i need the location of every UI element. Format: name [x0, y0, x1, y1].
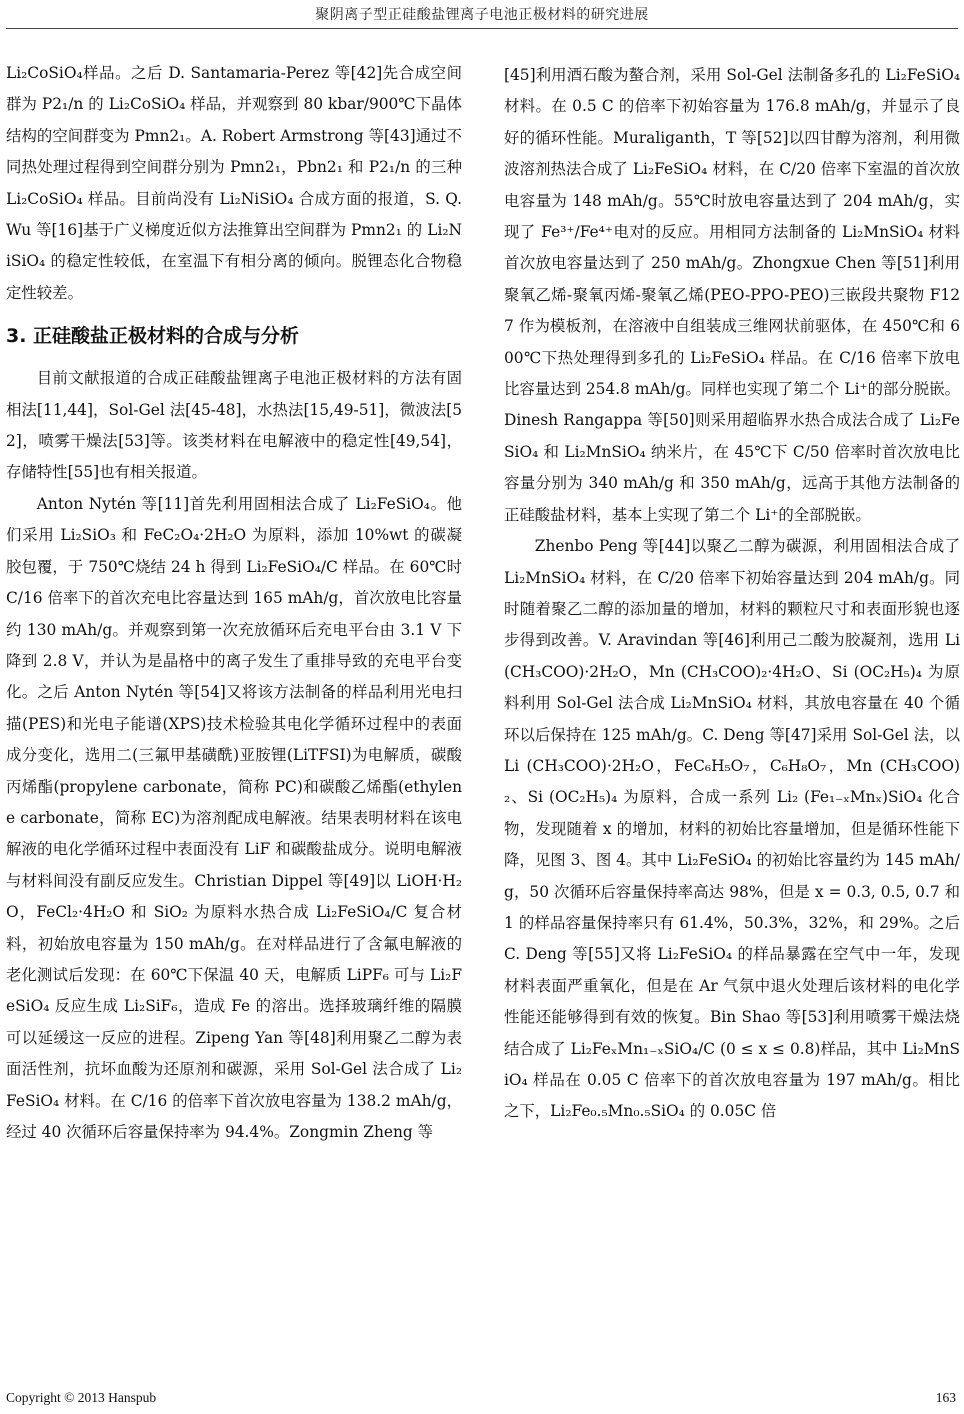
- running-head: 聚阴离子型正硅酸盐锂离子电池正极材料的研究进展: [315, 7, 649, 23]
- left-column: [6, 58, 462, 1148]
- paragraph-zheng-continued: [45]利用酒石酸为螯合剂，采用 Sol-Gel 法制备多孔的 Li₂FeSiO₄ 材料。在 0.5 C 的倍率下初始容量为 176.8 mAh/g，并显示了良好的循环性能。Muraliganth，T 等[52]以四甘醇为溶剂，利用微波溶剂热法合成了 Li₂FeSiO₄ 材料，在 C/20 倍率下室温的首次放电容量为 148 mAh/g。55℃时放电容量达到了 204 mAh/g，实现了 Fe³⁺/Fe⁴⁺电对的反应。用相同方法制备的 Li₂MnSiO₄ 材料首次放电容量达到了 250 mAh/g。Zhongxue Chen 等[51]利用聚氧乙烯-聚氧丙烯-聚氧乙烯(PEO-PPO-PEO)三嵌段共聚物 F127 作为模板剂，在溶液中自组装成三维网状前驱体，在 450℃和 600℃下热处理得到多孔的 Li₂FeSiO₄ 样品。在 C/16 倍率下放电比容量达到 254.8 mAh/g。同样也实现了第二个 Li⁺的部分脱嵌。Dinesh Rangappa 等[50]则采用超临界水热合成法合成了 Li₂FeSiO₄ 和 Li₂MnSiO₄ 纳米片，在 45℃下 C/50 倍率时首次放电比容量分别为 340 mAh/g 和 350 mAh/g，远高于其他方法制备的正硅酸盐材料，基本上实现了第二个 Li⁺的全部脱嵌。: [504, 66, 960, 524]
- header-rule: [6, 28, 958, 29]
- footer-page-number: 163: [935, 1390, 956, 1405]
- section-heading: 3. 正硅酸盐正极材料的合成与分析: [6, 325, 300, 348]
- paragraph-peng: Zhenbo Peng 等[44]以聚乙二醇为碳源，利用固相法合成了 Li₂MnSiO₄ 材料，在 C/20 倍率下初始容量达到 204 mAh/g。同时随着聚乙二醇的添加量的增加，材料的颗粒尺寸和表面形貌也逐步得到改善。V. Aravindan 等[46]利用己二酸为胶凝剂，选用 Li (CH₃COO)·2H₂O，Mn (CH₃COO)₂·4H₂O、Si (OC₂H₅)₄ 为原料利用 Sol-Gel 法合成 Li₂MnSiO₄ 材料，其放电容量在 40 个循环以后保持在 125 mAh/g。C. Deng 等[47]采用 Sol-Gel 法，以 Li (CH₃COO)·2H₂O，FeC₆H₅O₇，C₆H₈O₇，Mn (CH₃COO)₂、Si (OC₂H₅)₄ 为原料，合成一系列 Li₂ (Fe₁₋ₓMnₓ)SiO₄ 化合物，发现随着 x 的增加，材料的初始比容量增加，但是循环性能下降，见图 3、图 4。其中 Li₂FeSiO₄ 的初始比容量约为 145 mAh/g，50 次循环后容量保持率高达 98%，但是 x = 0.3, 0.5, 0.7 和 1 的样品容量保持率只有 61.4%，50.3%，32%，和 29%。之后 C. Deng 等[55]又将 Li₂FeSiO₄ 的样品暴露在空气中一年，发现材料表面严重氧化，但是在 Ar 气氛中退火处理后该材料的电化学性能还能够得到有效的恢复。Bin Shao 等[53]利用喷雾干燥法烧结合成了 Li₂FeₓMn₁₋ₓSiO₄/C (0 ≤ x ≤ 0.8)样品，其中 Li₂MnSiO₄ 样品在 0.05 C 倍率下的首次放电容量为 197 mAh/g。相比之下，Li₂Fe₀.₅Mn₀.₅SiO₄ 的 0.05C 倍: [504, 537, 960, 1121]
- paragraph-li2cosio4: Li₂CoSiO₄样品。之后 D. Santamaria-Perez 等[42]先合成空间群为 P2₁/n 的 Li₂CoSiO₄ 样品，并观察到 80 kbar/900℃下晶体结构的空间群变为 Pmn2₁。A. Robert Armstrong 等[43]通过不同热处理过程得到空间群分别为 Pmn2₁，Pbn2₁ 和 P2₁/n 的三种 Li₂CoSiO₄ 样品。目前尚没有 Li₂NiSiO₄ 合成方面的报道，S. Q. Wu 等[16]基于广义梯度近似方法推算出空间群为 Pmn2₁ 的 Li₂NiSiO₄ 的稳定性较低，在室温下有相分离的倾向。脱锂态化合物稳定性较差。: [6, 64, 462, 302]
- footer-copyright: Copyright © 2013 Hanspub: [6, 1390, 157, 1405]
- paragraph-methods-overview: 目前文献报道的合成正硅酸盐锂离子电池正极材料的方法有固相法[11,44]，Sol-Gel 法[45-48]，水热法[15,49-51]，微波法[52]，喷雾干燥法[53]等。该类材料在电解液中的稳定性[49,54]，存储特性[55]也有相关报道。: [6, 369, 462, 482]
- right-column: [504, 60, 960, 1128]
- paragraph-nyten: Anton Nytén 等[11]首先利用固相法合成了 Li₂FeSiO₄。他们采用 Li₂SiO₃ 和 FeC₂O₄·2H₂O 为原料，添加 10%wt 的碳凝胶包覆，于 750℃烧结 24 h 得到 Li₂FeSiO₄/C 样品。在 60℃时 C/16 倍率下的首次充电比容量达到 165 mAh/g，首次放电比容量约 130 mAh/g。并观察到第一次充放循环后充电平台由 3.1 V 下降到 2.8 V，并认为是晶格中的离子发生了重排导致的充电平台变化。之后 Anton Nytén 等[54]又将该方法制备的样品利用光电扫描(PES)和光电子能谱(XPS)技术检验其电化学循环过程中的表面成分变化，选用二(三氟甲基磺酰)亚胺锂(LiTFSI)为电解质，碳酸丙烯酯(propylene carbonate，简称 PC)和碳酸乙烯酯(ethylene carbonate，简称 EC)为溶剂配成电解液。结果表明材料在该电解液的电化学循环过程中表面没有 LiF 和碳酸盐成分。说明电解液与材料间没有副反应发生。Christian Dippel 等[49]以 LiOH·H₂O，FeCl₂·4H₂O 和 SiO₂ 为原料水热合成 Li₂FeSiO₄/C 复合材料，初始放电容量为 150 mAh/g。在对样品进行了含氟电解液的老化测试后发现：在 60℃下保温 40 天，电解质 LiPF₆ 可与 Li₂FeSiO₄ 反应生成 Li₂SiF₆，造成 Fe 的溶出。选择玻璃纤维的隔膜可以延缓这一反应的进程。Zipeng Yan 等[48]利用聚乙二醇为表面活性剂，抗坏血酸为还原剂和碳源，采用 Sol-Gel 法合成了 Li₂FeSiO₄ 材料。在 C/16 的倍率下首次放电容量为 138.2 mAh/g，经过 40 次循环后容量保持率为 94.4%。Zongmin Zheng 等: [6, 494, 462, 1141]
